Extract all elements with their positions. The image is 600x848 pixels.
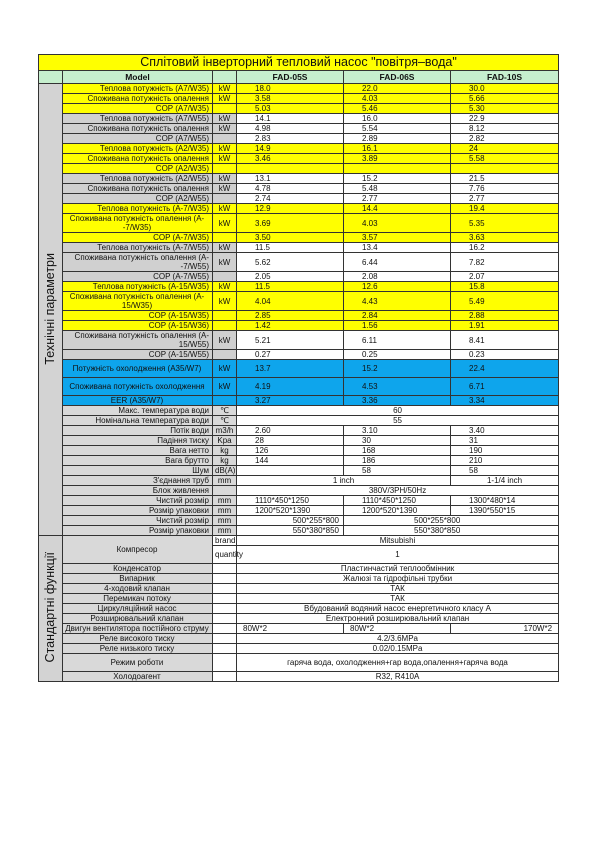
std-row	[39, 594, 559, 604]
param-unit: dB(A)	[213, 466, 237, 476]
param-value: 2.83	[237, 134, 344, 144]
param-unit: kW	[213, 243, 237, 253]
spec-row	[39, 516, 559, 526]
std-row	[39, 654, 559, 672]
spec-row	[39, 124, 559, 134]
param-value: 5.03	[237, 104, 344, 114]
param-value: 0.23	[451, 350, 559, 360]
param-unit: kW	[213, 360, 237, 378]
spec-row	[39, 378, 559, 396]
param-value: 58	[451, 466, 559, 476]
param-unit: mm	[213, 496, 237, 506]
param-unit: kW	[213, 174, 237, 184]
std-value: Жалюзі та гідрофільні трубки	[237, 574, 559, 584]
std-unit	[213, 584, 237, 594]
param-label: Споживана потужність опалення	[63, 184, 213, 194]
spec-row	[39, 360, 559, 378]
param-value: 2.08	[344, 272, 451, 282]
param-label: Споживана потужність опалення (A-15/W55)	[63, 331, 213, 350]
param-value: 14.9	[237, 144, 344, 154]
param-value: 2.84	[344, 311, 451, 321]
param-value: 3.57	[344, 233, 451, 243]
param-value: 1110*450*1250	[344, 496, 451, 506]
param-label: Споживана потужність опалення	[63, 124, 213, 134]
param-label: COP (A2/W55)	[63, 194, 213, 204]
param-value: 19.4	[451, 204, 559, 214]
spec-row	[39, 214, 559, 233]
param-value: 210	[451, 456, 559, 466]
param-value: 3.50	[237, 233, 344, 243]
std-row	[39, 604, 559, 614]
param-label: Теплова потужність (A-7/W35)	[63, 204, 213, 214]
std-value: ТАК	[237, 584, 559, 594]
std-value: 0.02/0.15MPa	[237, 644, 559, 654]
header-row	[39, 71, 559, 84]
param-value: 12.6	[344, 282, 451, 292]
param-label: COP (A-15/W55)	[63, 350, 213, 360]
std-label: Розширювальний клапан	[63, 614, 213, 624]
param-label: З'єднання труб	[63, 476, 213, 486]
param-label: Вага нетто	[63, 446, 213, 456]
std-label: Конденсатор	[63, 564, 213, 574]
param-unit: kW	[213, 114, 237, 124]
param-unit: mm	[213, 476, 237, 486]
param-label: EER (A35/W7)	[63, 396, 213, 406]
spec-row	[39, 496, 559, 506]
param-value: 2.77	[451, 194, 559, 204]
param-value: 3.63	[451, 233, 559, 243]
std-unit	[213, 654, 237, 672]
param-value: 550*380*850	[344, 526, 559, 536]
param-unit: kW	[213, 378, 237, 396]
spec-row	[39, 194, 559, 204]
param-value: 7.76	[451, 184, 559, 194]
param-value-merged: 60	[237, 406, 559, 416]
param-label: Теплова потужність (A-7/W55)	[63, 243, 213, 253]
std-value: Вбудований водяний насос енергетичного класу А	[237, 604, 559, 614]
std-label: Режим роботи	[63, 654, 213, 672]
std-value: ТАК	[237, 594, 559, 604]
std-label: Реле високого тиску	[63, 634, 213, 644]
std-value: Пластинчастий теплообмінник	[237, 564, 559, 574]
param-label: Споживана потужність опалення	[63, 94, 213, 104]
param-value-merged: 55	[237, 416, 559, 426]
param-label: Споживана потужність опалення (A--7/W55)	[63, 253, 213, 272]
param-value: 1-1/4 inch	[451, 476, 559, 486]
model-fad-10s: FAD-10S	[451, 71, 559, 84]
spec-row	[39, 436, 559, 446]
param-unit: kg	[213, 456, 237, 466]
param-unit: m3/h	[213, 426, 237, 436]
param-label: Падіння тиску	[63, 436, 213, 446]
param-unit: kW	[213, 84, 237, 94]
param-label: Макс. температура води	[63, 406, 213, 416]
model-fad-05s: FAD-05S	[237, 71, 344, 84]
spec-row	[39, 416, 559, 426]
spec-row	[39, 476, 559, 486]
spec-row	[39, 292, 559, 311]
param-value: 15.2	[344, 174, 451, 184]
param-label: Номінальна температура води	[63, 416, 213, 426]
param-value: 11.5	[237, 243, 344, 253]
spec-row	[39, 272, 559, 282]
param-value: 3.34	[451, 396, 559, 406]
param-value: 13.4	[344, 243, 451, 253]
param-value: 1.42	[237, 321, 344, 331]
param-value: 186	[344, 456, 451, 466]
param-unit: kW	[213, 94, 237, 104]
param-value: 4.43	[344, 292, 451, 311]
std-unit	[213, 574, 237, 584]
spec-row	[39, 321, 559, 331]
param-label: Потік води	[63, 426, 213, 436]
param-value: 7.82	[451, 253, 559, 272]
std-unit	[213, 604, 237, 614]
param-value: 15.2	[344, 360, 451, 378]
param-value: 1390*550*15	[451, 506, 559, 516]
param-unit: kW	[213, 253, 237, 272]
param-value: 4.53	[344, 378, 451, 396]
std-label: Реле низького тиску	[63, 644, 213, 654]
param-value: 8.12	[451, 124, 559, 134]
spec-row	[39, 426, 559, 436]
param-unit: kW	[213, 292, 237, 311]
spec-row	[39, 184, 559, 194]
param-value: 12.9	[237, 204, 344, 214]
spec-row	[39, 253, 559, 272]
param-value: 5.58	[451, 154, 559, 164]
spec-row	[39, 204, 559, 214]
spec-sheet	[38, 54, 558, 682]
param-unit	[213, 233, 237, 243]
param-label: Теплова потужність (A2/W55)	[63, 174, 213, 184]
param-label: Блок живлення	[63, 486, 213, 496]
param-unit: mm	[213, 516, 237, 526]
param-value: 14.4	[344, 204, 451, 214]
std-unit	[213, 634, 237, 644]
param-value: 4.03	[344, 94, 451, 104]
std-label: Холодоагент	[63, 672, 213, 682]
spec-row	[39, 486, 559, 496]
param-value: 4.19	[237, 378, 344, 396]
param-unit: kW	[213, 184, 237, 194]
param-value: 0.27	[237, 350, 344, 360]
header-spacer	[39, 71, 63, 84]
param-value: 2.05	[237, 272, 344, 282]
param-value: 5.35	[451, 214, 559, 233]
param-label: Шум	[63, 466, 213, 476]
param-label: Споживана потужність опалення	[63, 154, 213, 164]
spec-row	[39, 174, 559, 184]
param-value: 5.48	[344, 184, 451, 194]
param-value: 168	[344, 446, 451, 456]
param-value: 1300*480*14	[451, 496, 559, 506]
param-unit: Kpa	[213, 436, 237, 446]
param-label: Розмір упаковки	[63, 506, 213, 516]
param-value: 13.7	[237, 360, 344, 378]
param-value: 1110*450*1250	[237, 496, 344, 506]
param-unit: mm	[213, 506, 237, 516]
std-label: Перемикач потоку	[63, 594, 213, 604]
param-unit: kW	[213, 331, 237, 350]
param-value: 3.69	[237, 214, 344, 233]
param-value	[237, 164, 344, 174]
param-label: Теплова потужність (A7/W55)	[63, 114, 213, 124]
param-unit: kW	[213, 204, 237, 214]
param-label: Теплова потужність (A2/W35)	[63, 144, 213, 154]
param-value: 13.1	[237, 174, 344, 184]
header-unit-spacer	[213, 71, 237, 84]
param-label: Чистий розмір	[63, 516, 213, 526]
param-value: 31	[451, 436, 559, 446]
param-value: 2.74	[237, 194, 344, 204]
param-label: COP (A7/W55)	[63, 134, 213, 144]
std-value: 170W*2	[451, 624, 559, 634]
std-value: Mitsubishi	[237, 536, 559, 546]
param-value	[237, 466, 344, 476]
param-value-merged: 380V/3PH/50Hz	[237, 486, 559, 496]
param-label: COP (A2/W35)	[63, 164, 213, 174]
std-value: 4.2/3.6MPa	[237, 634, 559, 644]
param-value: 144	[237, 456, 344, 466]
param-value: 22.0	[344, 84, 451, 94]
param-value: 550*380*850	[237, 526, 344, 536]
param-value: 16.1	[344, 144, 451, 154]
param-unit: kW	[213, 154, 237, 164]
param-value: 1.91	[451, 321, 559, 331]
section-std-functions	[39, 536, 63, 682]
param-value: 2.85	[237, 311, 344, 321]
std-value: 80W*2	[237, 624, 344, 634]
param-unit: mm	[213, 526, 237, 536]
param-label: Споживана потужність опалення (A--7/W35)	[63, 214, 213, 233]
param-value: 5.30	[451, 104, 559, 114]
param-label: COP (A-15/W36)	[63, 321, 213, 331]
std-unit	[213, 624, 237, 634]
param-unit: kW	[213, 144, 237, 154]
spec-table	[38, 54, 559, 682]
param-value: 21.5	[451, 174, 559, 184]
spec-row	[39, 154, 559, 164]
param-label: Споживана потужність охолодження	[63, 378, 213, 396]
std-row	[39, 574, 559, 584]
spec-row	[39, 233, 559, 243]
param-value: 16.0	[344, 114, 451, 124]
param-value: 2.77	[344, 194, 451, 204]
param-value: 14.1	[237, 114, 344, 124]
param-label: COP (A-7/W55)	[63, 272, 213, 282]
param-label: Споживана потужність опалення (A-15/W35)	[63, 292, 213, 311]
param-value: 22.9	[451, 114, 559, 124]
std-label: Циркуляційний насос	[63, 604, 213, 614]
std-value: 1	[237, 546, 559, 564]
param-value: 4.04	[237, 292, 344, 311]
param-label: Теплова потужність (A7/W35)	[63, 84, 213, 94]
std-row	[39, 614, 559, 624]
param-value: 28	[237, 436, 344, 446]
param-unit: ℃	[213, 406, 237, 416]
param-label: Вага брутто	[63, 456, 213, 466]
param-value: 15.8	[451, 282, 559, 292]
spec-row	[39, 164, 559, 174]
param-value: 3.40	[451, 426, 559, 436]
param-value: 3.10	[344, 426, 451, 436]
spec-row	[39, 282, 559, 292]
section-std-label: Стандартні функції	[43, 552, 57, 663]
std-unit	[213, 594, 237, 604]
param-value: 3.58	[237, 94, 344, 104]
std-unit: quantity	[213, 546, 237, 564]
param-value: 2.60	[237, 426, 344, 436]
param-value: 3.36	[344, 396, 451, 406]
param-value: 190	[451, 446, 559, 456]
param-unit	[213, 321, 237, 331]
param-value: 4.03	[344, 214, 451, 233]
param-value: 1 inch	[237, 476, 451, 486]
param-unit: kg	[213, 446, 237, 456]
spec-row	[39, 396, 559, 406]
std-row	[39, 644, 559, 654]
param-value: 1200*520*1390	[344, 506, 451, 516]
spec-row	[39, 446, 559, 456]
spec-row	[39, 466, 559, 476]
param-value: 16.2	[451, 243, 559, 253]
param-unit	[213, 272, 237, 282]
param-value: 500*255*800	[344, 516, 559, 526]
param-value: 30.0	[451, 84, 559, 94]
spec-row	[39, 456, 559, 466]
param-value: 18.0	[237, 84, 344, 94]
std-unit: brand	[213, 536, 237, 546]
model-label: Model	[63, 71, 213, 84]
param-label: COP (A-7/W35)	[63, 233, 213, 243]
spec-row	[39, 114, 559, 124]
param-value: 2.89	[344, 134, 451, 144]
param-value: 126	[237, 446, 344, 456]
param-value: 6.71	[451, 378, 559, 396]
param-value: 5.54	[344, 124, 451, 134]
std-row	[39, 536, 559, 546]
param-value: 5.21	[237, 331, 344, 350]
param-value: 0.25	[344, 350, 451, 360]
spec-row	[39, 406, 559, 416]
param-value: 500*255*800	[237, 516, 344, 526]
param-value: 5.62	[237, 253, 344, 272]
param-unit: kW	[213, 124, 237, 134]
spec-row	[39, 311, 559, 321]
std-label: Компресор	[63, 536, 213, 564]
model-fad-06s: FAD-06S	[344, 71, 451, 84]
param-unit: kW	[213, 214, 237, 233]
std-unit	[213, 614, 237, 624]
spec-row	[39, 350, 559, 360]
param-label: COP (A-15/W35)	[63, 311, 213, 321]
param-value: 3.27	[237, 396, 344, 406]
std-row	[39, 634, 559, 644]
spec-row	[39, 331, 559, 350]
std-row	[39, 624, 559, 634]
std-unit	[213, 644, 237, 654]
param-unit	[213, 486, 237, 496]
std-label: Випарник	[63, 574, 213, 584]
std-row	[39, 584, 559, 594]
param-label: Розмір упаковки	[63, 526, 213, 536]
param-value: 11.5	[237, 282, 344, 292]
std-unit	[213, 672, 237, 682]
param-unit	[213, 396, 237, 406]
section-tech-params	[39, 84, 63, 536]
spec-row	[39, 144, 559, 154]
param-value: 3.89	[344, 154, 451, 164]
param-value: 2.82	[451, 134, 559, 144]
param-value: 30	[344, 436, 451, 446]
param-unit: ℃	[213, 416, 237, 426]
std-row	[39, 672, 559, 682]
spec-row	[39, 104, 559, 114]
std-value: гаряча вода, охолодження+гар вода,опалення+гаряча вода	[237, 654, 559, 672]
param-value: 5.66	[451, 94, 559, 104]
spec-row	[39, 243, 559, 253]
param-value: 6.44	[344, 253, 451, 272]
std-label: 4-ходовий клапан	[63, 584, 213, 594]
param-unit	[213, 164, 237, 174]
std-value: R32, R410A	[237, 672, 559, 682]
std-value: 80W*2	[344, 624, 451, 634]
param-value: 1200*520*1390	[237, 506, 344, 516]
param-value: 24	[451, 144, 559, 154]
param-value	[344, 164, 451, 174]
spec-row	[39, 506, 559, 516]
param-label: Чистий розмір	[63, 496, 213, 506]
param-unit	[213, 311, 237, 321]
param-unit	[213, 134, 237, 144]
param-label: Потужність охолодження (A35/W7)	[63, 360, 213, 378]
spec-row	[39, 134, 559, 144]
std-label: Двигун вентилятора постійного струму	[63, 624, 213, 634]
param-value: 3.46	[237, 154, 344, 164]
param-value: 2.07	[451, 272, 559, 282]
param-value: 58	[344, 466, 451, 476]
param-value: 22.4	[451, 360, 559, 378]
param-value: 5.49	[451, 292, 559, 311]
page-title: Сплітовий інверторний тепловий насос "повітря–вода"	[39, 55, 559, 71]
param-unit	[213, 104, 237, 114]
param-label: COP (A7/W35)	[63, 104, 213, 114]
std-value: Електронний розширювальний клапан	[237, 614, 559, 624]
param-value	[451, 164, 559, 174]
param-value: 6.11	[344, 331, 451, 350]
param-unit	[213, 194, 237, 204]
std-row	[39, 564, 559, 574]
param-value: 8.41	[451, 331, 559, 350]
param-value: 4.98	[237, 124, 344, 134]
spec-row	[39, 94, 559, 104]
spec-row	[39, 526, 559, 536]
param-unit	[213, 350, 237, 360]
std-unit	[213, 564, 237, 574]
param-value: 4.78	[237, 184, 344, 194]
section-tech-label: Технічні параметри	[43, 252, 57, 365]
param-value: 1.56	[344, 321, 451, 331]
param-label: Теплова потужність (A-15/W35)	[63, 282, 213, 292]
param-value: 5.46	[344, 104, 451, 114]
param-value: 2.88	[451, 311, 559, 321]
spec-row	[39, 84, 559, 94]
param-unit: kW	[213, 282, 237, 292]
